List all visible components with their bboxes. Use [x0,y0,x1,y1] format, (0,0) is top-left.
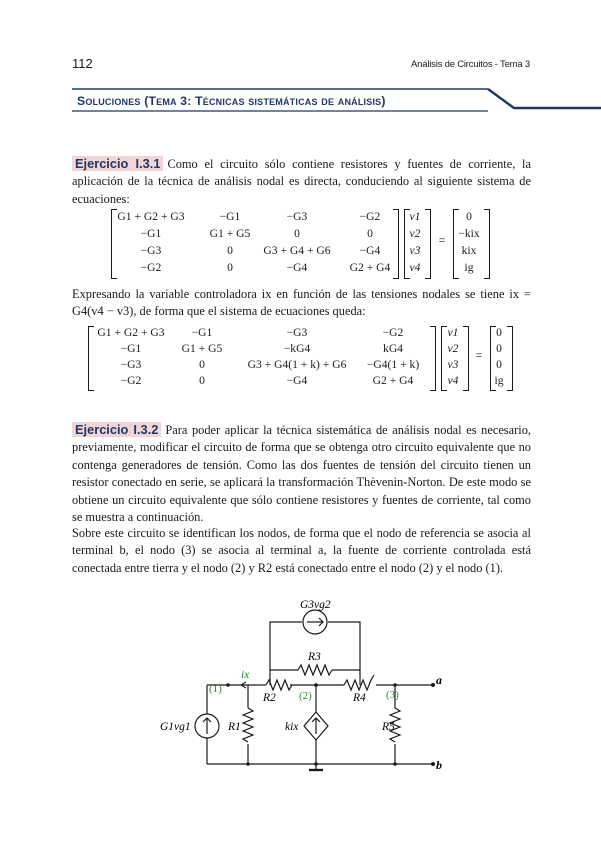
matrix1-vector-entry: v2 [409,227,421,240]
matrix2-right-bracket [430,326,436,391]
exercise2-para1 [72,421,531,526]
vector2-right-bracket [463,326,469,391]
wire-top-right [328,622,360,640]
resistor-r1 [243,708,253,742]
vector1-right-bracket [425,209,431,279]
label-current: ix [241,669,250,681]
matrix2-cell-r2c1: −G1 [120,342,142,355]
matrix1-cell-r4c3: −G4 [286,261,308,274]
matrix2-cell-r1c4: −G2 [382,326,404,339]
section-title [77,94,386,108]
matrix2-cell-r1c2: −G1 [191,326,213,339]
matrix1-cell-r3c1: −G3 [140,244,162,257]
matrix1-cell-r1c3: −G3 [286,210,308,223]
terminal-a-dot [431,683,435,687]
exercise2-para1-text: Para poder aplicar la técnica sistemática de análisis nodal es necesario, previamente, modificar el circuito de forma que se obtenga otro circuito equivalente que no contenga generadores de tensión. Como las dos fuentes de tensión del circuito tienen un resistor conectado en serie, se aplicará la transformación Thèvenin-Norton. De este modo se obtiene un circuito equivalente que sólo contiene resistores y fuentes de corriente, tal como se muestra a continuación. [72,423,531,525]
matrix2-cell-r1c3: −G3 [286,326,308,339]
matrix1-cell-r3c4: −G4 [359,244,381,257]
matrix1-cell-r1c2: −G1 [219,210,241,223]
circuit-diagram [150,598,450,788]
matrix2-cell-r3c3: G3 + G4(1 + k) + G6 [247,358,347,371]
rhs1-left-bracket [453,209,459,279]
matrix1-right-bracket [393,209,399,279]
wire-r3-right [332,640,360,670]
rhs2-right-bracket [507,326,513,391]
exercise2-para2: Sobre este circuito se identifican los nodos, de forma que el nodo de referencia se asocia al terminal b, el nodo (3) se asocia al terminal a, la fuente de corriente controlada está conectada entre tierra y el nodo (2) y R2 está conectado entre el nodo (2) y el nodo (1). [72,526,531,575]
matrix1-cell-r4c4: G2 + G4 [349,261,391,274]
matrix2-left-bracket [88,326,94,391]
matrix1-cell-r2c3: 0 [294,227,300,240]
equals-sign: = [475,349,483,362]
label-r1: R1 [228,721,241,733]
label-left-source: G1vg1 [160,721,191,733]
matrix1-vector-entry: v1 [409,210,421,223]
matrix1-cell-r1c4: −G2 [359,210,381,223]
matrix2-cell-r1c1: G1 + G2 + G3 [97,326,165,339]
wire-r3-left [270,640,298,670]
matrix1-cell-r2c1: −G1 [140,227,162,240]
matrix2-cell-r4c2: 0 [199,374,205,387]
matrix1-vector-entry: v3 [409,244,421,257]
running-head: Análisis de Circuitos - Tema 3 [411,59,530,70]
matrix1-cell-r2c2: G1 + G5 [209,227,251,240]
matrix1-cell-r2c4: 0 [367,227,373,240]
matrix1-cell-r3c2: 0 [227,244,233,257]
matrix2-vector-entry: v2 [447,342,459,355]
matrix1-cell-r3c3: G3 + G4 + G6 [263,244,331,257]
label-r4: R4 [353,692,366,704]
matrix1-left-bracket [111,209,117,279]
matrix1-cell-r4c1: −G2 [140,261,162,274]
matrix1-rhs-entry: 0 [466,210,472,223]
terminal-b-dot [431,762,435,766]
matrix2-cell-r2c3: −kG4 [283,342,311,355]
matrix2-vector-entry: v4 [447,374,459,387]
matrix1-rhs-entry: ig [464,261,474,274]
matrix2-cell-r3c4: −G4(1 + k) [366,358,420,371]
label-node2: (2) [299,690,312,702]
matrix1-rhs-entry: kix [461,244,477,257]
matrix1-cell-r1c1: G1 + G2 + G3 [117,210,185,223]
matrix2-rhs-entry: 0 [496,326,502,339]
exercise1-intro [72,155,531,208]
left-current-source [195,714,219,738]
label-node3: (3) [386,689,399,701]
exercise1-label: Ejercicio I.3.1 [72,156,163,171]
label-terminal-b: b [436,758,442,772]
matrix2-vector-entry: v1 [447,326,459,339]
matrix1-cell-r4c2: 0 [227,261,233,274]
matrix2-rhs-entry: 0 [496,342,502,355]
label-node1: (1) [209,683,222,695]
matrix2-rhs-entry: 0 [496,358,502,371]
exercise1-intro-text: Como el circuito sólo contiene resistores y fuentes de corriente, la aplicación de la técnica de análisis nodal es directa, conduciendo al siguiente sistema de ecuaciones: [72,157,532,206]
label-top-source: G3vg2 [300,599,331,611]
resistor-r4 [344,675,374,690]
label-r3: R3 [308,651,321,663]
matrix2-vector-entry: v3 [447,358,459,371]
matrix1-rhs-entry: −kix [458,227,480,240]
exercise1-middle-text: Expresando la variable controladora ix en función de las tensiones nodales se tiene ix = G4(v4 − v3), de forma que el sistema de ecuaciones queda: [72,287,531,319]
matrix2-cell-r2c2: G1 + G5 [181,342,223,355]
resistor-r3 [298,665,332,675]
matrix2-cell-r4c4: G2 + G4 [372,374,414,387]
section-title-text: Soluciones (Tema 3: Técnicas sistemáticas de análisis) [77,94,386,108]
matrix2-cell-r4c3: −G4 [286,374,308,387]
dependent-current-source [304,712,328,740]
matrix2-cell-r3c1: −G3 [120,358,142,371]
label-terminal-a: a [436,673,442,687]
top-current-source [303,610,327,634]
label-r5: R5 [382,721,395,733]
matrix2-cell-r3c2: 0 [199,358,205,371]
label-dep-source: kix [285,721,299,733]
matrix2-cell-r4c1: −G2 [120,374,142,387]
wire-top-left [270,622,302,640]
vector2-left-bracket [441,326,447,391]
rhs1-right-bracket [484,209,490,279]
matrix1-equation [0,208,601,280]
matrix2-rhs-entry: ig [494,374,504,387]
matrix2-equation [0,325,601,391]
equals-sign: = [438,234,446,247]
page-number: 112 [72,56,93,71]
matrix1-vector-entry: v4 [409,261,421,274]
matrix2-cell-r2c4: kG4 [383,342,403,355]
label-r2: R2 [263,692,276,704]
exercise2-label: Ejercicio I.3.2 [72,422,161,437]
